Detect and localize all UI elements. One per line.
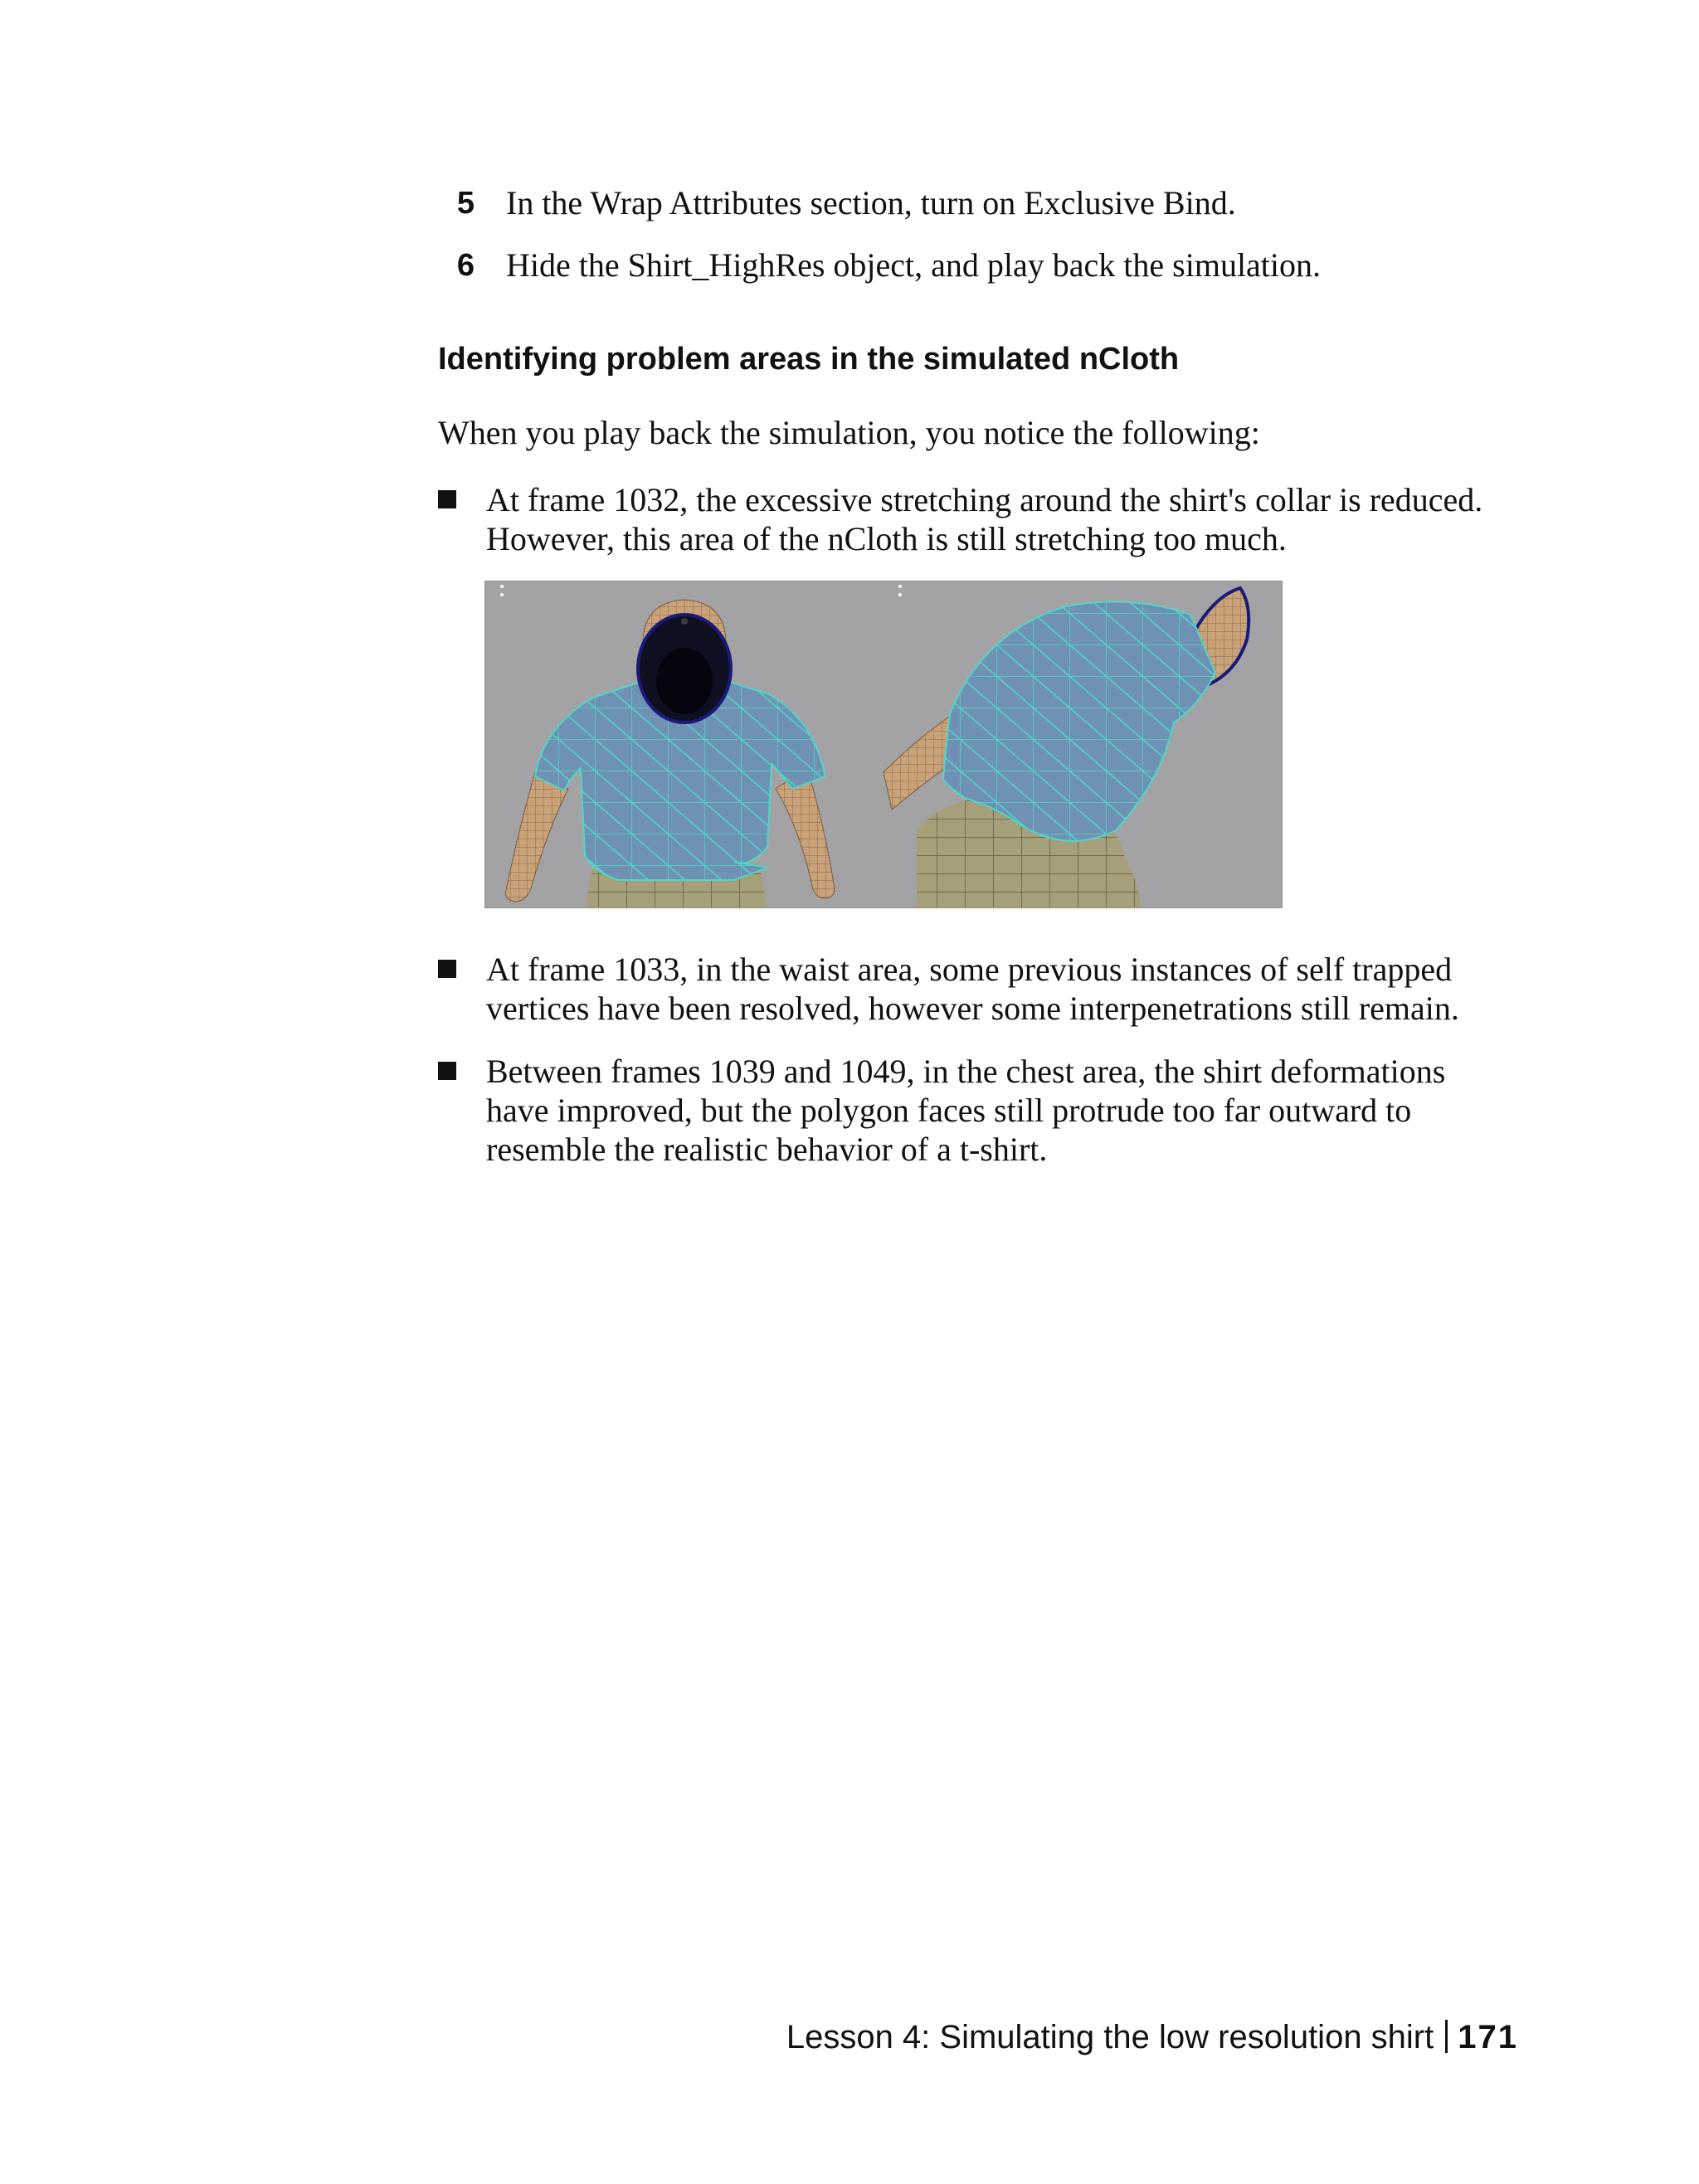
bullet-line: resemble the realistic behavior of a t-shirt. [486,1131,1048,1168]
cloth-simulation-figure [484,581,1283,908]
bullet-square-icon [438,490,456,508]
side-view [884,585,1249,907]
bullet-square-icon [438,1062,456,1080]
step-number: 6 [456,248,475,283]
footer-lesson-title: Lesson 4: Simulating the low resolution shirt [786,2019,1434,2055]
bullet-line: At frame 1033, in the waist area, some previous instances of self trapped [486,951,1453,988]
bullet-line: However, this area of the nCloth is still stretching too much. [486,520,1287,557]
bullet-text [486,1052,1445,1169]
bullet-line: Between frames 1039 and 1049, in the chest area, the shirt deformations [486,1053,1446,1090]
step-text: Hide the Shirt_HighRes object, and play back the simulation. [506,246,1322,284]
section-heading: Identifying problem areas in the simulated nCloth [438,342,1180,377]
front-view [500,585,835,907]
bullet-square-icon [438,960,456,978]
bullet-text [486,480,1482,558]
bullet-line: vertices have been resolved, however some interpenetrations still remain. [486,990,1459,1027]
step-number: 5 [456,186,475,221]
footer-separator [1445,2020,1448,2053]
bullet-line: have improved, but the polygon faces still protrude too far outward to [486,1092,1412,1129]
bullet-text [486,950,1459,1028]
bullet-line: At frame 1032, the excessive stretching around the shirt's collar is reduced. [486,481,1483,518]
page-footer [786,2017,1518,2057]
intro-paragraph: When you play back the simulation, you notice the following: [438,414,1260,451]
page-number: 171 [1458,2019,1518,2055]
step-text: In the Wrap Attributes section, turn on Exclusive Bind. [506,184,1236,221]
figure-illustration [485,581,1282,907]
